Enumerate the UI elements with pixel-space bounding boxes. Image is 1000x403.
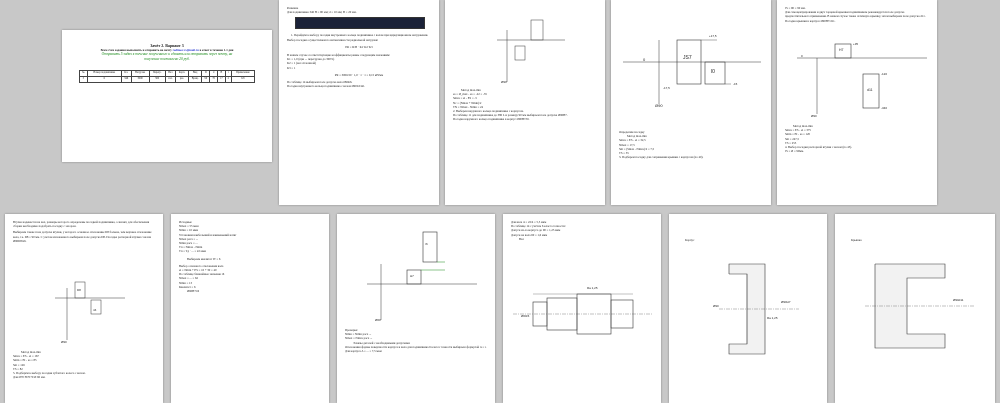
task-description: Всем 2 им задания выполнить и отправить на почту rodimov.vs@mail.ru в ответ в течение 1-1 дня: [100, 48, 234, 53]
hole-label: Ø90: [501, 80, 507, 84]
email-link[interactable]: rodimov.vs@mail.ru: [172, 48, 199, 53]
document-page-3: Ø90 Метод max-min es = Ø_max - es = -22 = -35 Smax = ei - ES = -5 Nc = (Nmax + Nmin)/2 TN = Nmax - Nmin = 24 2. Выберем наружного кольца подшипника с корпусом. По таблице 11 для подшипника до 380 L и размеру 90 мм выбираем поле допуска Ø90H7. Посадка наружного кольца подшипника в корпус Ø90H7/l0.: [445, 0, 605, 205]
tolerance-diagram-4: [5, 278, 163, 358]
document-page-8: r6 H7 Ø60 Проверка: Nmin = Nmin расч ... Nmax = Nmax расч ... Эскизы деталей с необходимыми допусками Отклонения формы поверхности корпуса и вала для подшипника 6 класса точности выбираем формулой Δ = t. Для корпуса Δ = ... = 7,5 мкм: [337, 214, 495, 403]
shaft-drawing: [503, 264, 661, 374]
variant-table: № Номер подшипника Кл. Нагрузка Перегр. Вал Корп. Вид D d B r Примечание 3 6 346 3000 300 спл. раз. Вращ. 90 70 17 2 6.8: [79, 70, 255, 83]
document-page-11: Крышка Ø90d11: [835, 214, 995, 403]
page-title: Зачёт 2. Вариант 3: [150, 43, 184, 48]
document-page-4: 0 +17,5 JS7 l0 -17,5 -15 Ø90 Определим посадку Метод max-min Smax = ES - ei = 32,5 Nmax = 17,5 Sm = (Smax - Nmax)/2 = 7,5 TS = 35 3. Подберем посадку для сопряжения крышки с корпусом (по 40).: [611, 0, 771, 205]
document-page-5: JS = 90 = 90 мм. Для самоцентрирования и двух торцевой крышки подшипником рекомендуется поле допуска предпочтительного применения. В нашем случае также отличную крышку, затем выбираем поле допуска d11. Посадка крышки в корпусе Ø90H7/d11. 0 +35 H7 -120 d11 -340 Ø90 Метод max-min Smax = ES - ei = 375 Smin = EI - es = 120 Sm = 247,5 TS = 255 4. Выбор посадки распорной втулки с валом (по 45). JS = Ø = 90мм.: [777, 0, 937, 205]
document-page-6: Втулка надевается на вал, размеры которого определены посадкой подшипника, а значит, для обеспечения сборки необходимо подобрать посадку с зазором. Выбираем также поле допуска втулки, у которого основное отклонение D8 больше, чем верхнее отклонение вала, т.е. D8 = 90 мм. С учетом изложенного выбираем поле допуска D8. Посадка распорной втулки с валом Ø90D8/n6. D8 n6 Ø90 Метод max-min Smax = ES - ei = 167 Smin = EI - es = 85 Sm = 126 TS = 82 5. Подберём к выбору посадки зубчатого колеса с валом. Для Ø70 Н Н 70 Ø 60 мм.: [5, 214, 163, 403]
document-page-2: Решение Для подшипника 346 Н = 90 мм; d = 10 мм; B = 20 мм. 1. Перейдём к выбору посадки внутреннего кольца подшипника с валом при циркуляционном нагружении. Выбор посадки осуществляем по интенсивности радиальной нагрузки: PR = R/B · K1·K2·K3 В нашем случае соответствующие коэффициенты равны следующим значениям: K1 = 1,0 (при ... перегрузка до 300%) K2 = 1 (вал сплошной) K3 = 1 PR = 3000/20 · 1,0 · 1 · 1 = 0,15 кН/мм По таблице 14 выбираем поле допуска вала Ø90n6. Посадка внутреннего кольца подшипника с валом Ø90L0/n6.: [279, 0, 439, 205]
document-page-10: Корпус Ø90 Ø90H7 Ra 1,25: [669, 214, 827, 403]
green-instruction: Отправить 5 задач в течение полученного и сдавать или отправить через почту, на получение поставлено 20 руб.: [101, 52, 233, 61]
document-page-9: Для вала Δ = 22/4 = 5,5 мкм По таблице 14 с учётом 6 класса точности: Допуск из-за корпуса до 90 = 1,25 мкм Допуск на вала 60 = 1,6 мкм Вал Ø60r6 Ra 1,25: [503, 214, 661, 403]
embedded-screenshot: [295, 17, 425, 29]
document-page-1: [62, 30, 272, 162]
document-page-7: Исходные Nmax = 55 мкм Nmin = 10 мкм Установим наибольший и наименьший натяг Nmax расч = ... Nmin расч = ... Tп = Nmax - Nmin Tп = Tд · ... = 22 мкм Выбираем квалитет IT = 6 Выбор основного отклонения вала ei = Nmin + ES = 10 + 30 = 40 По таблице ближайшее значение r6 Nmax = ... = 62 Nmin = 13 Квалитет = 6 Ø60H7/r6: [171, 214, 329, 403]
housing-drawing: [669, 244, 827, 374]
tolerance-diagram-1: [445, 0, 605, 100]
tolerance-diagram-5: [337, 214, 495, 324]
tolerance-diagram-3: [777, 38, 937, 128]
cover-drawing: [835, 244, 995, 374]
